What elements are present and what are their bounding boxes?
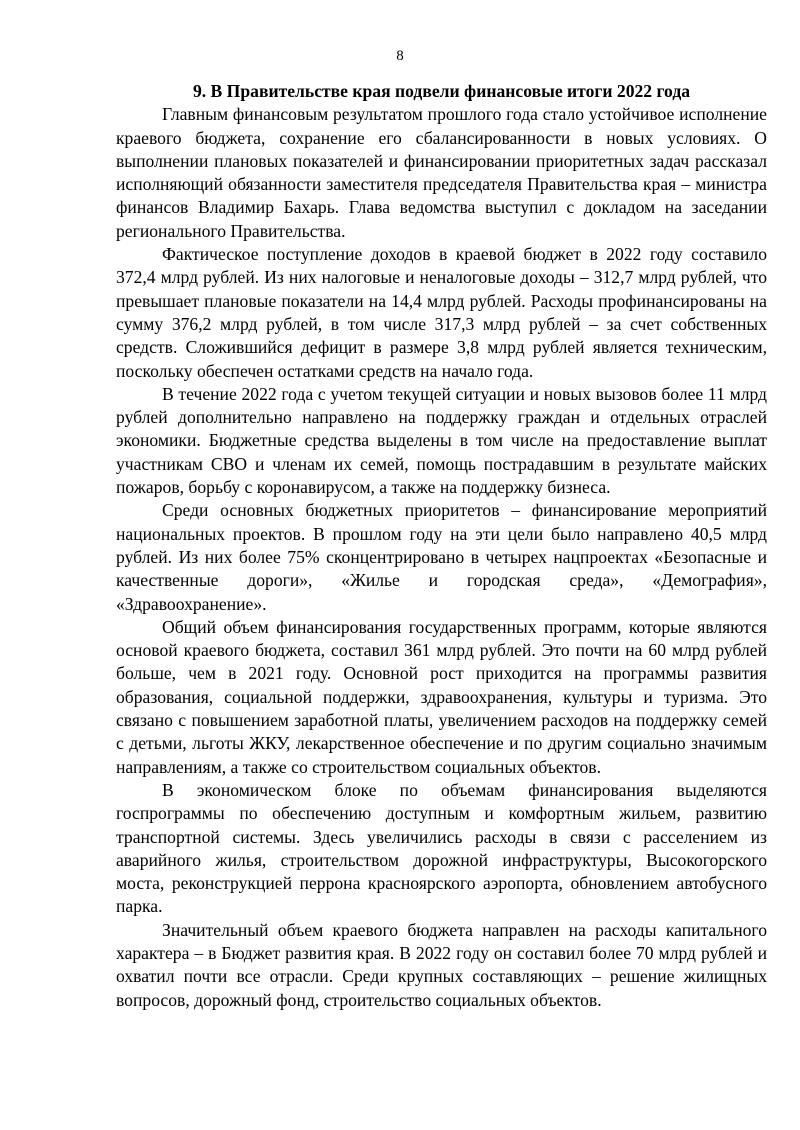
paragraph-2: Фактическое поступление доходов в краевой бюджет в 2022 году составило 372,4 млрд рублей. Из них налоговые и неналоговые доходы – 312,7 млрд рублей, что превышает плановые показатели на 14,4 млрд рублей. Расходы профинансированы на сумму 376,2 млрд рублей, в том числе 317,3 млрд рублей – за счет собственных средств. Сложившийся дефицит в размере 3,8 млрд рублей является техническим, поскольку обеспечен остатками средств на начало года. [116,244,767,381]
paragraph-4: Среди основных бюджетных приоритетов – финансирование мероприятий национальных проектов. В прошлом году на эти цели было направлено 40,5 млрд рублей. Из них более 75% сконцентрировано в четырех нацпроектах «Безопасные и качественные дороги», «Жилье и городская среда», «Демография», «Здравоохранение». [116,500,767,614]
paragraph-3: В течение 2022 года с учетом текущей ситуации и новых вызовов более 11 млрд рублей дополнительно направлено на поддержку граждан и отдельных отраслей экономики. Бюджетные средства выделены в том числе на предоставление выплат участникам СВО и членам их семей, помощь пострадавшим в результате майских пожаров, борьбу с коронавирусом, а также на поддержку бизнеса. [116,383,767,498]
paragraph-6: В экономическом блоке по объемам финансирования выделяются госпрограммы по обеспечению доступным и комфортным жильем, развитию транспортной системы. Здесь увеличились расходы в связи с расселением из аварийного жилья, строительством дорожной инфраструктуры, Высокогорского моста, реконструкцией перрона красноярского аэропорта, обновлением автобусного парка. [116,779,767,917]
paragraph-7: Значительный объем краевого бюджета направлен на расходы капитального характера – в Бюджет развития края. В 2022 году он составил более 70 млрд рублей и охватил почти все отрасли. Среди крупных составляющих – решение жилищных вопросов, дорожный фонд, строительство социальных объектов. [116,919,767,1010]
article [116,80,767,1012]
page-number: 8 [396,48,404,64]
paragraph-1: Главным финансовым результатом прошлого года стало устойчивое исполнение краевого бюджета, сохранение его сбалансированности в новых условиях. О выполнении плановых показателей и финансировании приоритетных задач рассказал исполняющий обязанности заместителя председателя Правительства края – министра финансов Владимир Бахарь. Глава ведомства выступил с докладом на заседании регионального Правительства. [116,104,767,241]
paragraph-5: Общий объем финансирования государственных программ, которые являются основой краевого бюджета, составил 361 млрд рублей. Это почти на 60 млрд рублей больше, чем в 2021 году. Основной рост приходится на программы развития образования, социальной поддержки, здравоохранения, культуры и туризма. Это связано с повышением заработной платы, увеличением расходов на поддержку семей с детьми, льготы ЖКУ, лекарственное обеспечение и по другим социально значимым направлениям, а также со строительством социальных объектов. [116,616,767,777]
article-title: 9. В Правительстве края подвели финансовые итоги 2022 года [192,81,691,101]
